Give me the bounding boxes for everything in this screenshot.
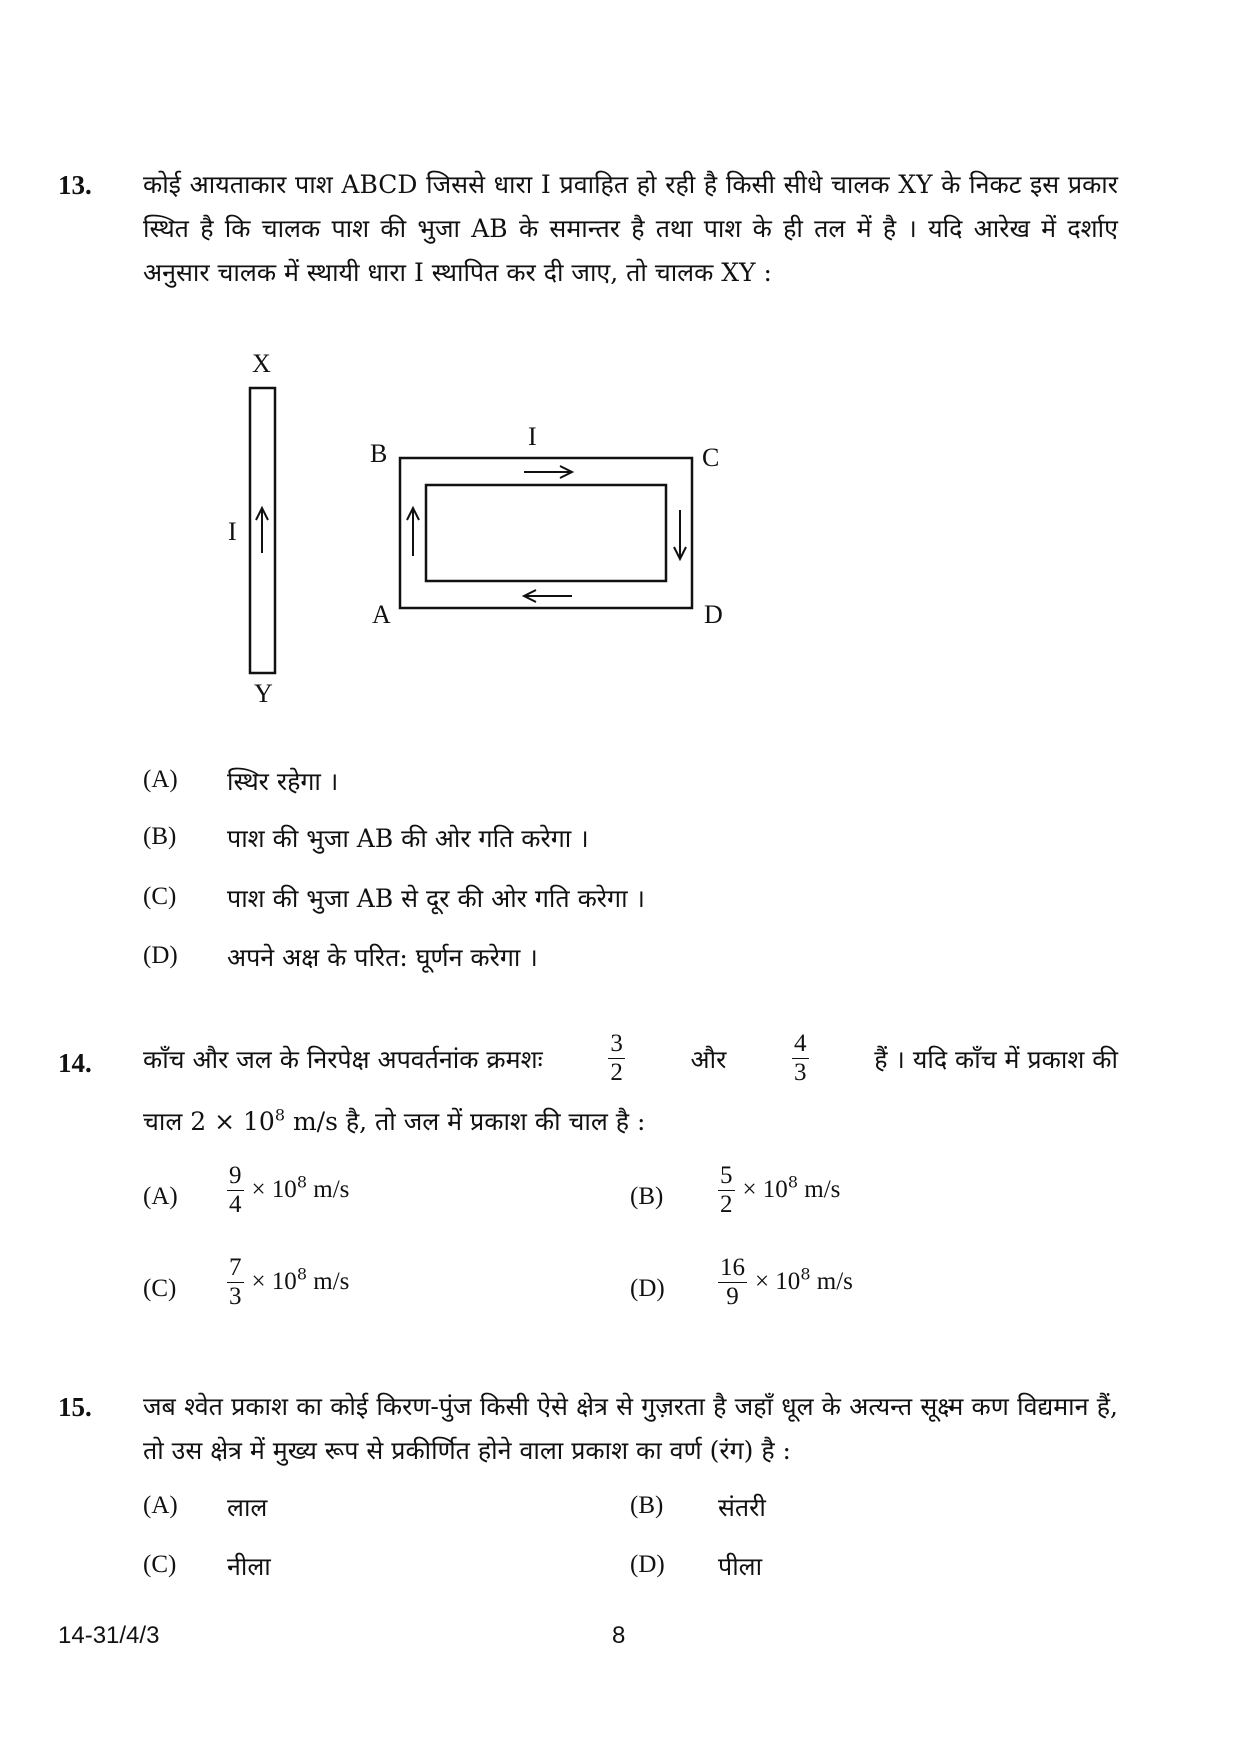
option-text: पाश की भुजा AB की ओर गति करेगा ।	[227, 824, 589, 853]
option-label: (A)	[143, 1492, 178, 1519]
option-text: पाश की भुजा AB से दूर की ओर गति करेगा ।	[227, 884, 645, 913]
label-i-wire: I	[228, 517, 237, 546]
question-line-2: चाल $2 \times 10^8$ m/s है, तो जल में प्रकाश की चाल है :	[143, 1105, 646, 1136]
option-text: पीला	[718, 1552, 763, 1581]
option-text: संतरी	[718, 1493, 766, 1522]
and-word: और	[690, 1044, 727, 1074]
fraction: $\frac{4}{3}$	[794, 1030, 807, 1086]
option-label: (A)	[143, 1183, 178, 1210]
option-label: (D)	[143, 942, 178, 969]
option-label: (C)	[143, 883, 177, 910]
question-text-part2: हैं । यदि काँच में प्रकाश की	[874, 1044, 1118, 1074]
option-text: स्थिर रहेगा ।	[227, 767, 339, 796]
option-label: (B)	[630, 1492, 664, 1519]
question-number: 15.	[58, 1392, 92, 1422]
top-arrow	[524, 466, 572, 478]
option-value: $\frac{7}{3}$ × $10^8$ m/s	[229, 1254, 350, 1310]
option-text: नीला	[227, 1552, 271, 1581]
loop-outer	[400, 458, 692, 608]
left-arrow	[407, 508, 419, 556]
option-label: (A)	[143, 766, 178, 793]
option-text: अपने अक्ष के परित: घूर्णन करेगा ।	[227, 943, 538, 972]
question-number: 13.	[58, 170, 92, 200]
paper-code: 14-31/4/3	[58, 1622, 160, 1649]
option-value: $\frac{16}{9}$ × $10^8$ m/s	[720, 1254, 853, 1310]
page-number: 8	[612, 1622, 626, 1649]
loop-inner	[426, 485, 666, 581]
option-value: $\frac{5}{2}$ × $10^8$ m/s	[720, 1162, 841, 1218]
question-number: 14.	[58, 1048, 92, 1078]
question-text-part1: काँच और जल के निरपेक्ष अपवर्तनांक क्रमशः	[143, 1044, 543, 1074]
option-label: (B)	[143, 823, 177, 850]
label-x: X	[252, 349, 271, 378]
label-y: Y	[254, 679, 273, 708]
option-label: (C)	[143, 1551, 177, 1578]
option-label: (C)	[143, 1275, 177, 1302]
question-text: कोई आयताकार पाश ABCD जिससे धारा I प्रवाहित हो रही है किसी सीधे चालक XY के निकट इस प्रकार स्थित है कि चालक पाश की भुजा AB के समान्तर है तथा पाश के ही तल में है । यदि आरेख में दर्शाए अनुसार चालक में स्थायी धारा I स्थापित कर दी जाए, तो चालक XY :	[143, 170, 1118, 287]
label-i-loop: I	[528, 422, 537, 451]
option-label: (D)	[630, 1275, 665, 1302]
wire-current-arrow	[256, 508, 268, 553]
question-text: जब श्वेत प्रकाश का कोई किरण-पुंज किसी ऐसे क्षेत्र से गुज़रता है जहाँ धूल के अत्यन्त सूक्ष्म कण विद्यमान हैं, तो उस क्षेत्र में मुख्य रूप से प्रकीर्णित होने वाला प्रकाश का वर्ण (रंग) है :	[143, 1392, 1118, 1465]
fraction: $\frac{3}{2}$	[610, 1030, 623, 1086]
bottom-arrow	[524, 590, 572, 602]
question-line-1	[143, 1030, 1118, 1087]
label-a: A	[372, 600, 391, 629]
option-value: $\frac{9}{4}$ × $10^8$ m/s	[229, 1162, 350, 1218]
right-arrow	[674, 510, 686, 559]
option-label: (B)	[630, 1183, 664, 1210]
label-c: C	[702, 443, 720, 472]
option-text: लाल	[227, 1493, 268, 1522]
label-b: B	[370, 439, 388, 468]
label-d: D	[704, 600, 723, 629]
option-label: (D)	[630, 1551, 665, 1578]
